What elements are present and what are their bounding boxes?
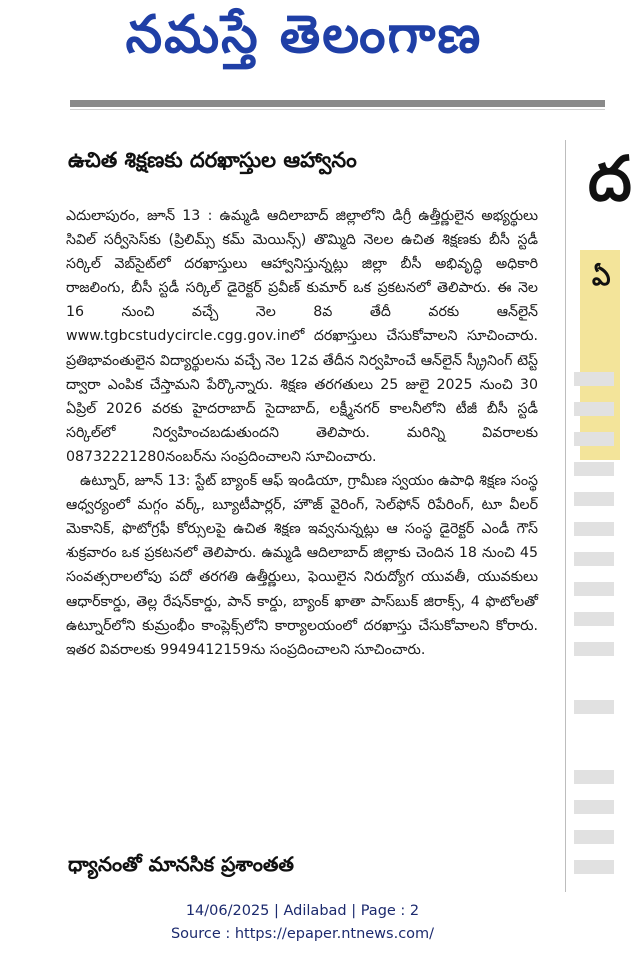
adjacent-text-line	[574, 492, 614, 506]
article-paragraph: ఉట్నూర్, జూన్ 13: స్టేట్ బ్యాంక్ ఆఫ్ ఇండియా, గ్రామీణ స్వయం ఉపాధి శిక్షణ సంస్థ ఆధ్వర్యంలో మగ్గం వర్క్, బ్యూటీపార్లర్, హౌజ్ వైరింగ్, సెల్‌ఫోన్ రిపేరింగ్, టూ వీలర్ మెకానిక్, ఫొటోగ్రఫీ కోర్సులపై ఉచిత శిక్షణ ఇవ్వనున్నట్లు ఆ సంస్థ డైరెక్టర్ ఎండీ గౌస్ శుక్రవారం ఒక ప్రకటనలో తెలిపారు. ఉమ్మడి ఆదిలాబాద్ జిల్లాకు చెందిన 18 నుంచి 45 సంవత్సరాలలోపు పదో తరగతి ఉత్తీర్ణులు, ఫెయిలైన నిరుద్యోగ యువతీ, యువకులు ఆధార్‌కార్డు, తెల్ల రేషన్‌కార్డు, పాన్ కార్డు, బ్యాంక్ ఖాతా పాస్‌బుక్ జిరాక్స్, 4 ఫొటోలతో ఉట్నూర్‌లోని కుమ్రంభీం కాంప్లెక్స్‌లోని కార్యాలయంలో దరఖాస్తు చేసుకోవాలని కోరారు. ఇతర వివరాలకు 9949412159ను సంప్రదించాలని సూచించారు.	[66, 473, 538, 658]
adjacent-text-line	[574, 642, 614, 656]
adjacent-text-line	[574, 770, 614, 784]
next-article-headline: ధ్యానంతో మానసిక ప్రశాంతత	[68, 852, 294, 876]
page-footer	[0, 900, 605, 946]
newspaper-logo: నమస్తే తెలంగాణ	[125, 4, 483, 65]
source-link[interactable]: Source : https://epaper.ntnews.com/	[170, 926, 435, 942]
adjacent-text-line	[574, 402, 614, 416]
masthead	[0, 0, 605, 100]
adjacent-text-line	[574, 582, 614, 596]
masthead-rule	[70, 100, 605, 107]
adjacent-text-line	[574, 700, 614, 714]
adjacent-text-line	[574, 522, 614, 536]
edition-info: 14/06/2025 | Adilabad | Page : 2	[185, 903, 420, 919]
column-divider	[565, 140, 566, 892]
adjacent-text-line	[574, 372, 614, 386]
adjacent-text-line	[574, 552, 614, 566]
adjacent-text-line	[574, 462, 614, 476]
adjacent-text-line	[574, 800, 614, 814]
adjacent-column-clip	[570, 140, 632, 892]
article-paragraph: ఎదులాపురం, జూన్ 13 : ఉమ్మడి ఆదిలాబాద్ జిల్లాలోని డిగ్రీ ఉత్తీర్ణులైన అభ్యర్థులు సివిల్ సర్వీసెస్‌కు (ప్రిలిమ్స్ కమ్ మెయిన్స్) తొమ్మిది నెలల ఉచిత శిక్షణకు బీసీ స్టడీ సర్కిల్ వెబ్‌సైట్‌లో దరఖాస్తులు ఆహ్వానిస్తున్నట్లు జిల్లా బీసీ అభివృద్ధి అధికారి రాజలింగు, బీసీ స్టడీ సర్కిల్ డైరెక్టర్ ప్రవీణ్ కుమార్ ఒక ప్రకటనలో తెలిపారు. ఈ నెల 16 నుంచి వచ్చే నెల 8వ తేదీ వరకు ఆన్‌లైన్ www.tgbcstudycircle.cgg.gov.inలో దరఖాస్తులు చేసుకోవాలని సూచించారు. ప్రతిభావంతులైన విద్యార్థులను వచ్చే నెల 12వ తేదీన నిర్వహించే ఆన్‌లైన్ స్క్రీనింగ్ టెస్ట్ ద్వారా ఎంపిక చేస్తామని పేర్కొన్నారు. శిక్షణ తరగతులు 25 జులై 2025 నుంచి 30 ఏప్రిల్ 2026 వరకు హైదరాబాద్ సైదాబాద్, లక్ష్మీనగర్ కాలనీలోని టీజీ బీసీ స్టడీ సర్కిల్‌లో నిర్వహించబడుతుందని తెలిపారు. మరిన్ని వివరాలకు 08732221280నంబర్‌ను సంప్రదించాలని సూచించారు.	[66, 208, 538, 465]
adjacent-text-line	[574, 860, 614, 874]
adjacent-box-fragment: ఏ	[592, 262, 611, 292]
adjacent-text-line	[574, 432, 614, 446]
article-headline: ఉచిత శిక్షణకు దరఖాస్తుల ఆహ్వానం	[68, 148, 357, 172]
adjacent-headline-fragment: ద	[588, 142, 632, 215]
adjacent-text-line	[574, 612, 614, 626]
masthead-rule-thin	[70, 109, 605, 110]
article-body	[66, 204, 538, 662]
adjacent-text-line	[574, 830, 614, 844]
